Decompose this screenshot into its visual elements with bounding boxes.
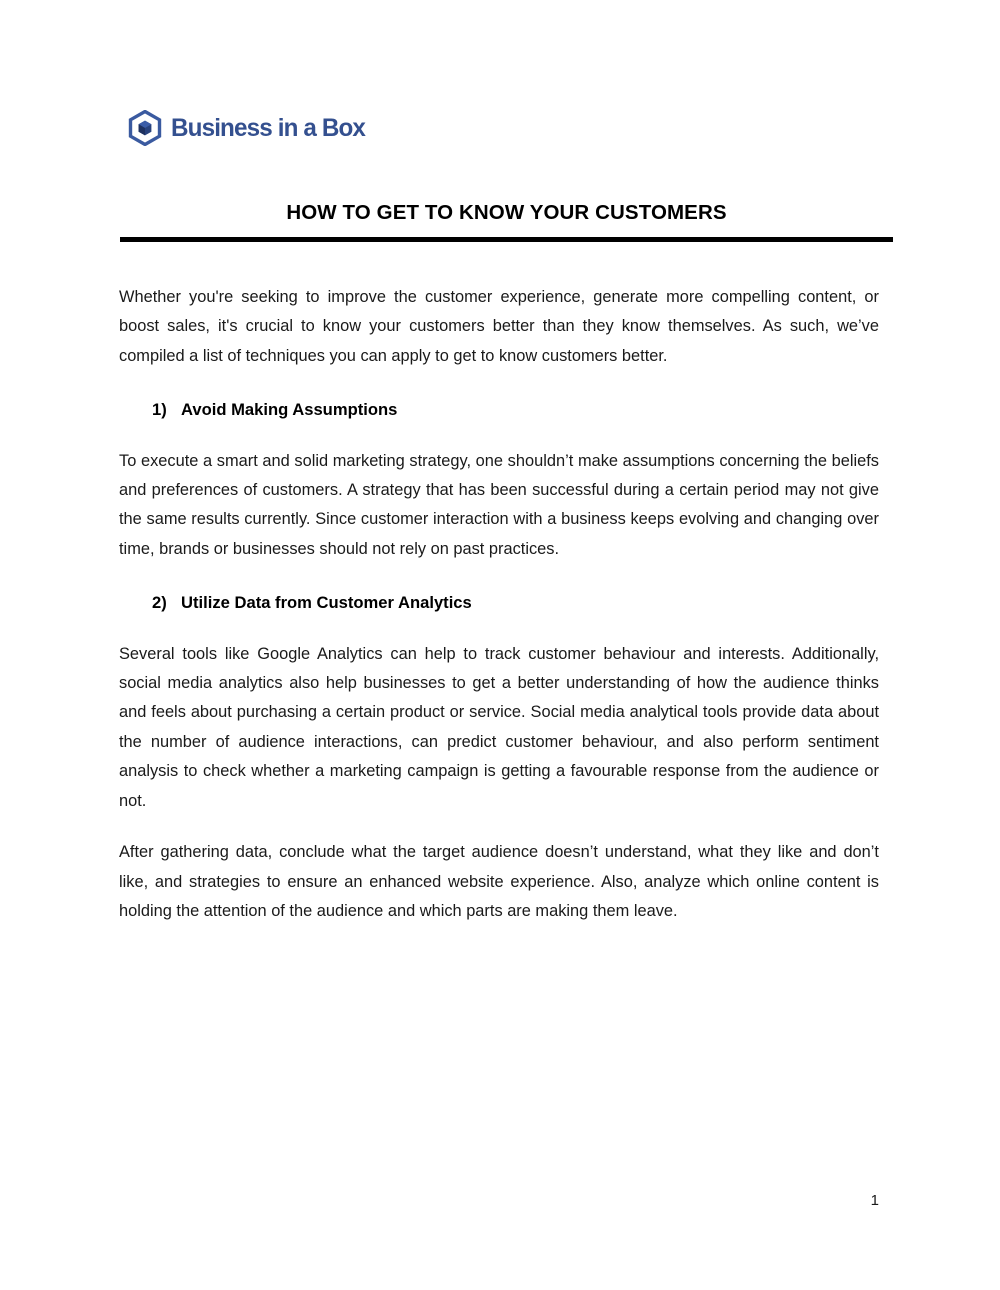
section-heading-1 bbox=[119, 395, 879, 424]
page-title: HOW TO GET TO KNOW YOUR CUSTOMERS bbox=[286, 201, 727, 224]
document-body bbox=[119, 283, 879, 926]
section-2-paragraph-2: After gathering data, conclude what the target audience doesn’t understand, what they like and don’t like, and strategies to ensure an enhanced website experience. Also, analyze which online content is holding the attention of the audience and which parts are making them leave. bbox=[119, 843, 879, 920]
page-number: 1 bbox=[870, 1192, 879, 1209]
section-heading-1-text bbox=[152, 395, 879, 424]
intro-paragraph: Whether you're seeking to improve the customer experience, generate more compelling content, or boost sales, it's crucial to know your customers better than they know themselves. As such, we’ve compiled a list of techniques you can apply to get to know customers better. bbox=[119, 288, 879, 365]
section-number-2: 2) bbox=[152, 593, 167, 613]
brand-wordmark: Business in a Box bbox=[171, 113, 366, 142]
brand-logo bbox=[128, 110, 371, 146]
section-heading-2 bbox=[119, 588, 879, 617]
section-title-2: Utilize Data from Customer Analytics bbox=[181, 593, 472, 613]
section-1-paragraph-1: To execute a smart and solid marketing strategy, one shouldn’t make assumptions concerning the beliefs and preferences of customers. A strategy that has been successful during a certain period may not give the same results currently. Since customer interaction with a business keeps evolving and changing over time, brands or businesses should not rely on past practices. bbox=[119, 451, 879, 558]
section-heading-2-text bbox=[152, 588, 879, 617]
hexagon-cube-logo-icon bbox=[128, 110, 162, 146]
title-divider bbox=[120, 237, 893, 242]
section-number-1: 1) bbox=[152, 400, 167, 420]
section-2-paragraph-1: Several tools like Google Analytics can help to track customer behaviour and interests. Additionally, social media analytics also help businesses to get a better understanding of how the audience thinks and feels about purchasing a certain product or service. Social media analytical tools provide data about the number of audience interactions, can predict customer behaviour, and also perform sentiment analysis to check whether a marketing campaign is getting a favourable response from the audience or not. bbox=[119, 644, 879, 810]
section-title-1: Avoid Making Assumptions bbox=[181, 400, 398, 420]
